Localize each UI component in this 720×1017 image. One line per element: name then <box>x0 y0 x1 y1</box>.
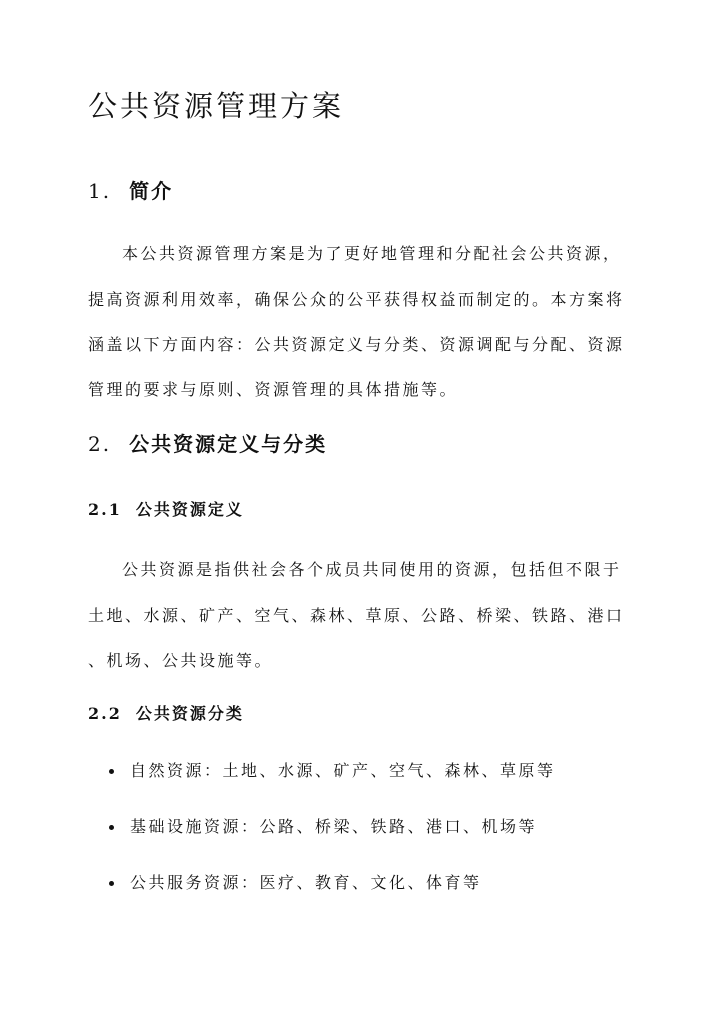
list-item <box>88 869 556 897</box>
paragraph-line: 本公共资源管理方案是为了更好地管理和分配社会公共资源， <box>122 244 622 263</box>
classification-list <box>88 757 556 925</box>
list-item <box>88 813 556 841</box>
paragraph-line: 公共资源是指供社会各个成员共同使用的资源，包括但不限于 <box>122 560 622 579</box>
subsection-heading-classification <box>88 702 244 726</box>
section-title: 公共资源定义与分类 <box>129 432 328 456</box>
list-item-text: 基础设施资源：公路、桥梁、铁路、港口、机场等 <box>130 817 538 836</box>
subsection-number: 2.1 <box>88 500 122 519</box>
bullet-icon <box>109 881 114 886</box>
subsection-title: 公共资源分类 <box>135 704 244 723</box>
paragraph-line: 管理的要求与原则、资源管理的具体措施等。 <box>88 380 459 399</box>
intro-paragraph <box>88 240 636 404</box>
section-number: 1. <box>88 179 112 203</box>
paragraph-line: 、机场、公共设施等。 <box>88 651 274 670</box>
document-title: 公共资源管理方案 <box>88 89 345 123</box>
subsection-heading-definition <box>88 498 244 522</box>
paragraph-line: 涵盖以下方面内容：公共资源定义与分类、资源调配与分配、资源 <box>88 335 625 354</box>
paragraph-line: 提高资源利用效率，确保公众的公平获得权益而制定的。本方案将 <box>88 290 625 309</box>
section-title: 简介 <box>129 179 174 203</box>
list-item-text: 公共服务资源：医疗、教育、文化、体育等 <box>130 873 482 892</box>
definition-paragraph <box>88 556 636 675</box>
bullet-icon <box>109 825 114 830</box>
list-item <box>88 757 556 785</box>
section-number: 2. <box>88 432 112 456</box>
paragraph-line: 土地、水源、矿产、空气、森林、草原、公路、桥梁、铁路、港口 <box>88 606 625 625</box>
subsection-title: 公共资源定义 <box>135 500 244 519</box>
bullet-icon <box>109 769 114 774</box>
section-heading-intro <box>88 176 173 206</box>
list-item-text: 自然资源：土地、水源、矿产、空气、森林、草原等 <box>130 761 556 780</box>
section-heading-definition-classification <box>88 429 327 459</box>
subsection-number: 2.2 <box>88 704 122 723</box>
